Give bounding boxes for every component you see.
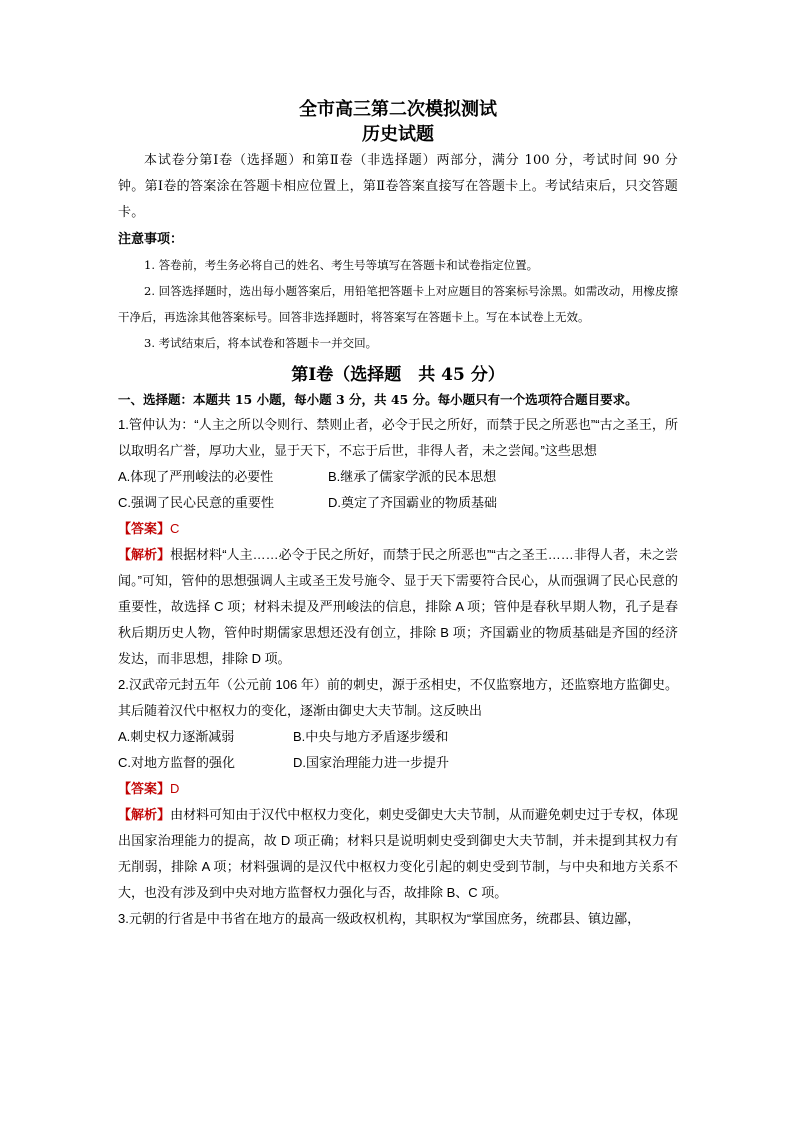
- analysis-text: 由材料可知由于汉代中枢权力变化，刺史受御史大夫节制，从而避免刺史过于专权，体现出国家治理能力的提高，故 D 项正确；材料只是说明刺史受到御史大夫节制，并未提到其权力有无削弱，排除 A 项；材料强调的是汉代中枢权力变化引起的刺史受到节制，与中央和地方关系不大，也没有涉及到中央对地方监督权力强化与否，故排除 B、C 项。: [118, 807, 678, 900]
- analysis-tag: 【解析】: [118, 807, 171, 822]
- exam-title: 全市高三第二次模拟测试: [299, 99, 497, 120]
- question-2-option-d: D.国家治理能力进一步提升: [293, 755, 450, 770]
- question-1-options-row-2: [118, 490, 678, 516]
- analysis-tag: 【解析】: [118, 547, 171, 562]
- intro-paragraph: 本试卷分第Ⅰ卷（选择题）和第Ⅱ卷（非选择题）两部分，满分 100 分，考试时间 90 分钟。第Ⅰ卷的答案涂在答题卡相应位置上，第Ⅱ卷答案直接写在答题卡上。考试结束后，只交答题卡。: [118, 153, 678, 220]
- analysis-text: 根据材料“人主……必令于民之所好，而禁于民之所恶也”“古之圣王……非得人者，未之尝闻。”可知，管仲的思想强调人主或圣王发号施令、显于天下需要符合民心，从而强调了民心民意的重要性，故选择 C 项；材料未提及严刑峻法的信息，排除 A 项；管仲是春秋早期人物，孔子是春秋后期历史人物，管仲时期儒家思想还没有创立，排除 B 项；齐国霸业的物质基础是齐国的经济发达，而非思想，排除 D 项。: [118, 547, 678, 666]
- question-1-option-c: C.强调了民心民意的重要性: [118, 495, 275, 510]
- notice-item-1: 1. 答卷前，考生务必将自己的姓名、考生号等填写在答题卡和试卷指定位置。: [144, 258, 539, 272]
- question-2-stem: 2.汉武帝元封五年（公元前 106 年）前的刺史，源于丞相史，不仅监察地方，还监察地方监御史。其后随着汉代中枢权力的变化，逐渐由御史大夫节制。这反映出: [118, 677, 678, 718]
- notice-heading: 注意事项：: [118, 232, 184, 247]
- question-2-options-row-1: [118, 724, 678, 750]
- exam-subtitle: 历史试题: [362, 124, 434, 145]
- section-title: 第Ⅰ卷（选择题 共 45 分）: [291, 365, 505, 385]
- question-2-option-b: B.中央与地方矛盾逐步缓和: [293, 729, 449, 744]
- question-3-stem: 3.元朝的行省是中书省在地方的最高一级政权机构，其职权为“掌国庶务，统郡县、镇边鄙，: [118, 911, 641, 926]
- question-1-analysis: [118, 542, 678, 672]
- question-1-stem: 1.管仲认为：“人主之所以令则行、禁则止者，必令于民之所好，而禁于民之所恶也”“古之圣王，所以取明名广誉，厚功大业，显于天下，不忘于后世，非得人者，未之尝闻。”这些思想: [118, 417, 678, 458]
- answer-value: C: [170, 521, 180, 536]
- question-2-answer: [118, 776, 678, 802]
- question-1-answer: [118, 516, 678, 542]
- answer-tag: 【答案】: [118, 521, 171, 536]
- question-1-option-d: D.奠定了齐国霸业的物质基础: [328, 495, 498, 510]
- question-2-option-a: A.刺史权力逐渐减弱: [118, 729, 235, 744]
- question-1-option-b: B.继承了儒家学派的民本思想: [328, 469, 497, 484]
- question-2-options-row-2: [118, 750, 678, 776]
- answer-tag: 【答案】: [118, 781, 171, 796]
- page-content: [118, 100, 678, 932]
- part-heading: 一、选择题：本题共 15 小题，每小题 3 分，共 45 分。每小题只有一个选项符合题目要求。: [118, 392, 638, 407]
- question-1-option-a: A.体现了严刑峻法的必要性: [118, 469, 274, 484]
- question-2-analysis: [118, 802, 678, 906]
- notice-item-3: 3. 考试结束后，将本试卷和答题卡一并交回。: [144, 336, 378, 350]
- answer-value: D: [170, 781, 180, 796]
- question-2-option-c: C.对地方监督的强化: [118, 755, 236, 770]
- question-1-options-row-1: [118, 464, 678, 490]
- notice-item-2: 2. 回答选择题时，选出每小题答案后，用铅笔把答题卡上对应题目的答案标号涂黑。如需改动，用橡皮擦干净后，再选涂其他答案标号。回答非选择题时，将答案写在答题卡上。写在本试卷上无效。: [118, 284, 678, 324]
